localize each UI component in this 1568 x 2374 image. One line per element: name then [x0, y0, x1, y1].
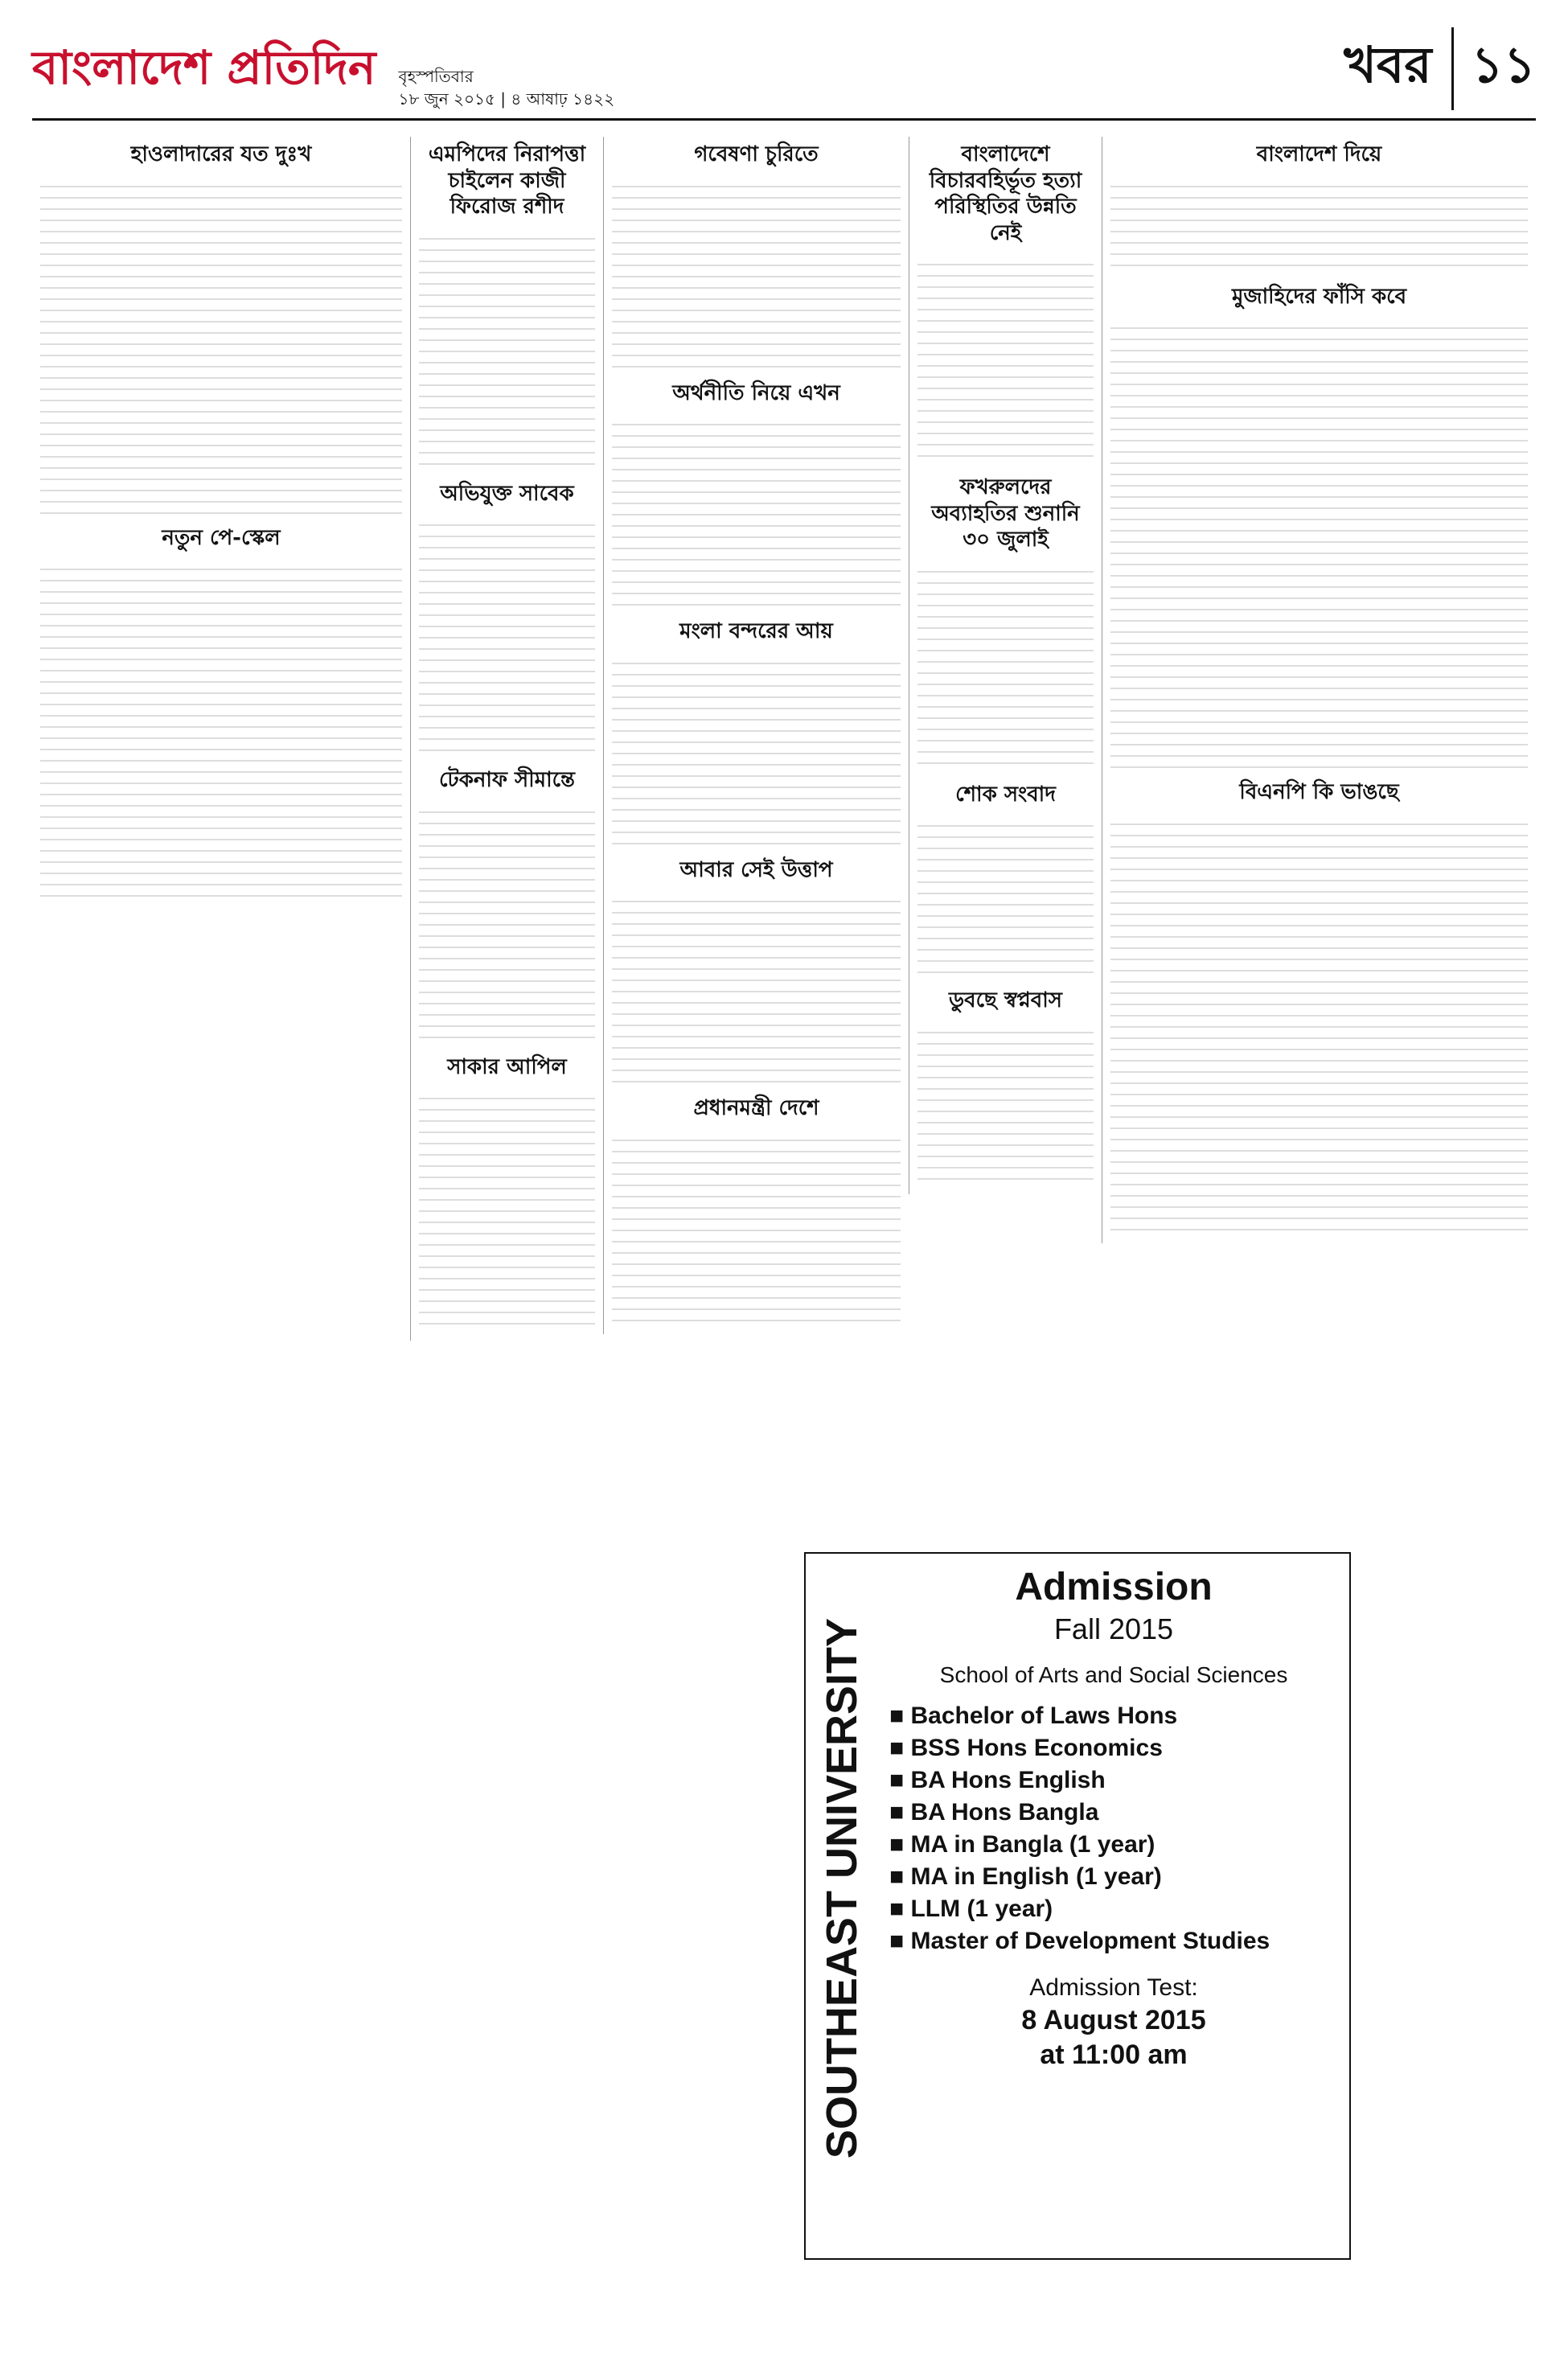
article-body: [1110, 814, 1528, 1232]
article-body: [40, 559, 402, 897]
ad-test-time: at 11:00 am: [1040, 2039, 1188, 2070]
article-body: [917, 815, 1094, 976]
headline: বিএনপি কি ভাঙছে: [1239, 780, 1399, 804]
newspaper-logo: বাংলাদেশ প্রতিদিন: [32, 40, 376, 95]
headline: সাকার আপিল: [447, 1054, 567, 1079]
headline: মুজাহিদের ফাঁসি কবে: [1231, 284, 1407, 309]
weekday: বৃহস্পতিবার: [398, 67, 474, 86]
headline: ফখরুলদের অব্যাহতির শুনানি ৩০ জুলাই: [931, 475, 1080, 552]
article-body: [917, 561, 1094, 770]
ad-title: Admission: [1015, 1566, 1213, 1608]
article-body: [917, 1022, 1094, 1183]
list-item: ■ Master of Development Studies: [889, 1928, 1338, 1955]
headline: মংলা বন্দরের আয়: [679, 619, 833, 643]
list-item: ■ LLM (1 year): [889, 1896, 1338, 1923]
list-item: ■ Bachelor of Laws Hons: [889, 1702, 1338, 1730]
page-number: ১১: [1451, 27, 1536, 110]
column-2: [410, 137, 603, 1341]
headline: এমপিদের নিরাপত্তা চাইলেন কাজী ফিরোজ রশীদ: [428, 142, 586, 219]
column-5: [1102, 137, 1536, 1243]
headline: টেকনাফ সীমান্তে: [439, 768, 575, 792]
masthead: [32, 32, 1536, 121]
article-body: [419, 1088, 595, 1329]
list-item: ■ MA in Bangla (1 year): [889, 1831, 1338, 1859]
article-body: [1110, 176, 1528, 273]
headline: অভিযুক্ত সাবেক: [440, 481, 574, 506]
article-body: [612, 1130, 901, 1323]
article-body: [419, 228, 595, 470]
ad-vertical-title: SOUTHEAST UNIVERSITY: [818, 1618, 866, 2159]
date: ১৮ জুন ২০১৫ | ৪ আষাঢ় ১৪২২: [398, 89, 615, 109]
list-item: ■ BA Hons English: [889, 1767, 1338, 1794]
section-label: খবর: [1344, 35, 1432, 94]
column-4: [909, 137, 1102, 1194]
column-3: [603, 137, 909, 1334]
article-body: [419, 802, 595, 1043]
article-body: [1110, 318, 1528, 768]
headline: শোক সংবাদ: [955, 782, 1056, 807]
ad-school: School of Arts and Social Sciences: [939, 1662, 1288, 1687]
headline: প্রধানমন্ত্রী দেশে: [693, 1096, 819, 1120]
ad-test-date: 8 August 2015: [1021, 2005, 1206, 2035]
headline: বাংলাদেশ দিয়ে: [1256, 142, 1382, 166]
headline: হাওলাদারের যত দুঃখ: [130, 142, 312, 166]
headline: ডুবছে স্বপ্নবাস: [949, 988, 1062, 1012]
article-body: [419, 515, 595, 756]
list-item: ■ BSS Hons Economics: [889, 1735, 1338, 1762]
ad-program-list: [889, 1702, 1338, 1955]
article-body: [917, 254, 1094, 463]
column-1: [32, 137, 410, 908]
article-body: [612, 653, 901, 846]
ad-term: Fall 2015: [1053, 1612, 1174, 1645]
list-item: ■ MA in English (1 year): [889, 1863, 1338, 1891]
headline: আবার সেই উত্তাপ: [679, 857, 833, 882]
article-body: [612, 176, 901, 369]
article-body: [40, 176, 402, 514]
article-body: [612, 891, 901, 1084]
list-item: ■ BA Hons Bangla: [889, 1799, 1338, 1826]
ad-test-label: Admission Test:: [1029, 1974, 1198, 2001]
headline: অর্থনীতি নিয়ে এখন: [672, 380, 840, 405]
headline: বাংলাদেশে বিচারবহির্ভূত হত্যা পরিস্থিতির উন্নতি নেই: [929, 142, 1082, 245]
dateline: [398, 65, 614, 110]
headline: গবেষণা চুরিতে: [694, 142, 819, 166]
headline: নতুন পে-স্কেল: [162, 525, 281, 550]
article-body: [612, 414, 901, 607]
seu-admission-ad: [804, 1552, 1351, 2260]
